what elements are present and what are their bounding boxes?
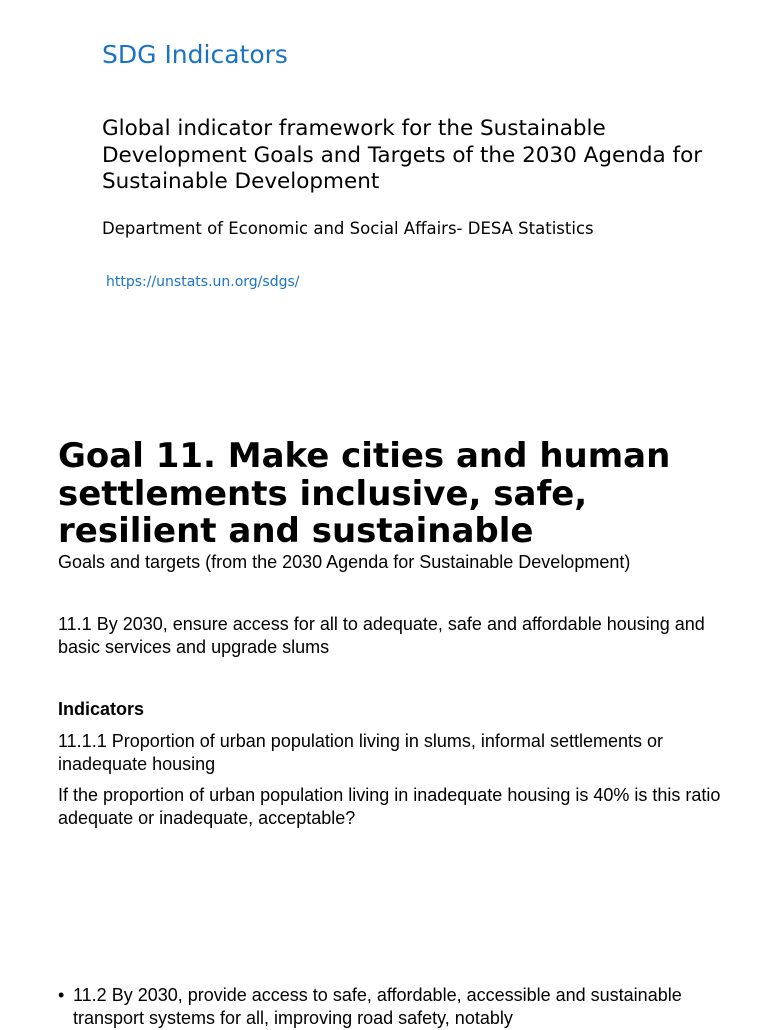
indicator-11-1-1: 11.1.1 Proportion of urban population living in slums, informal settlements or inadequate housing	[58, 731, 663, 774]
goal-subtitle: Goals and targets (from the 2030 Agenda for Sustainable Development)	[58, 552, 631, 572]
list-item-target-11-2	[58, 984, 748, 1030]
indicators-heading: Indicators	[58, 699, 145, 719]
goal-heading: Goal 11. Make cities and human settlements inclusive, safe, resilient and sustainable	[58, 436, 671, 551]
bullet-icon: •	[58, 985, 65, 1005]
target-11-1: 11.1 By 2030, ensure access for all to adequate, safe and affordable housing and basic services and upgrade slums	[58, 614, 705, 657]
unstats-link[interactable]: https://unstats.un.org/sdgs/	[106, 274, 300, 290]
department-name: Department of Economic and Social Affairs- DESA Statistics	[102, 219, 594, 238]
page-title: SDG Indicators	[102, 40, 288, 69]
question-text: If the proportion of urban population living in inadequate housing is 40% is this ratio adequate or inadequate, acceptable?	[58, 785, 721, 828]
target-11-2: 11.2 By 2030, provide access to safe, affordable, accessible and sustainable transport systems for all, improving road safety, notably	[73, 985, 682, 1028]
framework-title: Global indicator framework for the Sustainable Development Goals and Targets of the 2030 Agenda for Sustainable Development	[102, 116, 703, 194]
